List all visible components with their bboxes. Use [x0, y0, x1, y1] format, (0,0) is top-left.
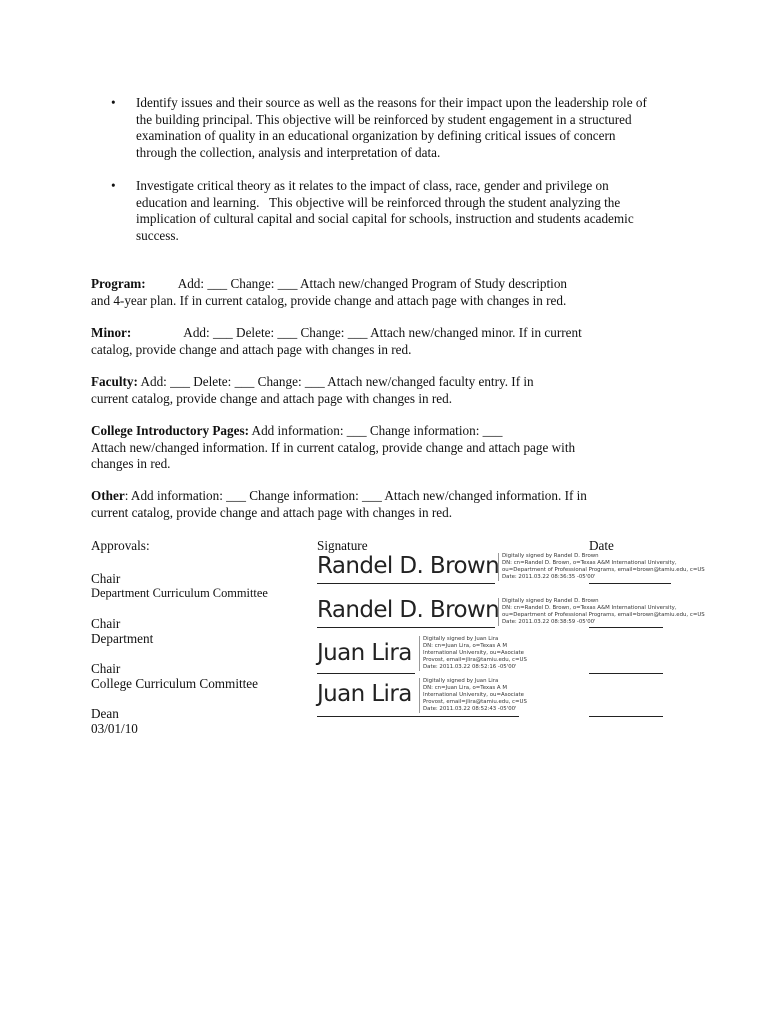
signature-detail: Digitally signed by Randel D. Brown	[502, 598, 599, 604]
signature-detail: Provost, email=jlira@tamiu.edu, c=US	[423, 657, 527, 663]
approver-subtitle: College Curriculum Committee	[91, 676, 259, 691]
bullet-line: the building principal. This objective will be reinforced by student engagement in a structured	[136, 111, 632, 127]
other-line1: : Add information: ___ Change information: ___ Attach new/changed information. If in	[124, 488, 587, 503]
signature-line	[317, 673, 415, 674]
signature-detail: DN: cn=Juan Lira, o=Texas A M	[423, 643, 507, 649]
approver-subtitle: Department	[91, 631, 154, 646]
signature-line	[317, 583, 495, 584]
bullet-text	[136, 95, 681, 161]
bullet-line: education and learning. This objective will be reinforced through the student analyzing the	[136, 194, 621, 210]
approver-subtitle: 03/01/10	[91, 721, 138, 736]
signature-detail: DN: cn=Randel D. Brown, o=Texas A&M International University,	[502, 560, 677, 566]
college-intro-section	[91, 423, 651, 473]
signature-detail: Provost, email=jlira@tamiu.edu, c=US	[423, 699, 527, 705]
bullet-line: Identify issues and their source as well as the reasons for their impact upon the leadership role of	[136, 95, 647, 110]
program-line2: and 4-year plan. If in current catalog, provide change and attach page with changes in red.	[91, 292, 567, 308]
signature-name: Juan Lira	[317, 681, 412, 707]
signature-name: Randel D. Brown	[317, 597, 500, 623]
signature-detail: DN: cn=Randel D. Brown, o=Texas A&M International University,	[502, 605, 677, 611]
digital-signature-box	[419, 636, 527, 671]
signature-line	[317, 627, 495, 628]
signature-detail: ou=Department of Professional Programs, email=brown@tamiu.edu, c=US	[502, 567, 705, 573]
faculty-line1: Add: ___ Delete: ___ Change: ___ Attach new/changed faculty entry. If in	[137, 374, 534, 389]
approvals-heading: Approvals:	[91, 538, 150, 553]
minor-line1: Add: ___ Delete: ___ Change: ___ Attach new/changed minor. If in current	[183, 325, 582, 340]
faculty-line2: current catalog, provide change and attach page with changes in red.	[91, 390, 453, 406]
college-intro-line1: Add information: ___ Change information: ___	[248, 423, 503, 438]
date-heading: Date	[589, 538, 614, 553]
digital-signature-box	[498, 553, 705, 581]
date-line	[589, 583, 671, 584]
signature-name: Juan Lira	[317, 640, 412, 666]
bullet-line: success.	[136, 227, 179, 243]
signature-detail: Date: 2011.03.22 08:38:59 -05'00'	[502, 619, 596, 625]
signature-line	[317, 716, 519, 717]
faculty-label: Faculty:	[91, 374, 138, 389]
bullet-text	[136, 178, 681, 244]
other-section	[91, 488, 651, 521]
signature-name: Randel D. Brown	[317, 553, 500, 579]
approver-title: Chair	[91, 661, 121, 676]
college-intro-line3: changes in red.	[91, 456, 171, 472]
minor-line2: catalog, provide change and attach page with changes in red.	[91, 341, 412, 357]
faculty-section	[91, 374, 651, 407]
other-label: Other	[91, 488, 125, 503]
bullet-line: Investigate critical theory as it relates to the impact of class, race, gender and privilege on	[136, 178, 609, 193]
signature-detail: Digitally signed by Juan Lira	[423, 678, 499, 684]
signature-detail: International University, ou=Asociate	[423, 692, 524, 698]
signature-detail: Digitally signed by Juan Lira	[423, 636, 499, 642]
date-line	[589, 716, 663, 717]
other-line2: current catalog, provide change and attach page with changes in red.	[91, 504, 453, 520]
date-line	[589, 673, 663, 674]
approver-title: Chair	[91, 571, 121, 586]
college-intro-label: College Introductory Pages:	[91, 423, 249, 438]
signature-detail: Date: 2011.03.22 08:52:43 -05'00'	[423, 706, 517, 712]
approver-title: Dean	[91, 706, 119, 721]
minor-section	[91, 325, 651, 358]
signature-heading: Signature	[317, 538, 368, 553]
signature-detail: Date: 2011.03.22 08:36:35 -05'00'	[502, 574, 596, 580]
program-section	[91, 276, 651, 309]
program-label: Program:	[91, 276, 146, 291]
bullet-icon: •	[111, 178, 116, 193]
bullet-line: examination of quality in an educational organization by defining critical issues of concern	[136, 128, 616, 144]
signature-detail: DN: cn=Juan Lira, o=Texas A M	[423, 685, 507, 691]
college-intro-line2: Attach new/changed information. If in current catalog, provide change and attach page with	[91, 439, 576, 455]
minor-label: Minor:	[91, 325, 132, 340]
approver-title: Chair	[91, 616, 121, 631]
digital-signature-box	[419, 678, 527, 713]
bullet-line: implication of cultural capital and social capital for schools, instruction and students academic	[136, 211, 634, 227]
signature-detail: International University, ou=Asociate	[423, 650, 524, 656]
program-line1: Add: ___ Change: ___ Attach new/changed Program of Study description	[177, 276, 568, 291]
signature-detail: ou=Department of Professional Programs, email=brown@tamiu.edu, c=US	[502, 612, 705, 618]
approver-subtitle: Department Curriculum Committee	[91, 586, 268, 600]
signature-detail: Digitally signed by Randel D. Brown	[502, 553, 599, 559]
bullet-icon: •	[111, 95, 116, 110]
digital-signature-box	[498, 598, 705, 626]
signature-detail: Date: 2011.03.22 08:52:16 -05'00'	[423, 664, 517, 670]
date-line	[589, 627, 663, 628]
bullet-line: through the collection, analysis and interpretation of data.	[136, 144, 441, 160]
